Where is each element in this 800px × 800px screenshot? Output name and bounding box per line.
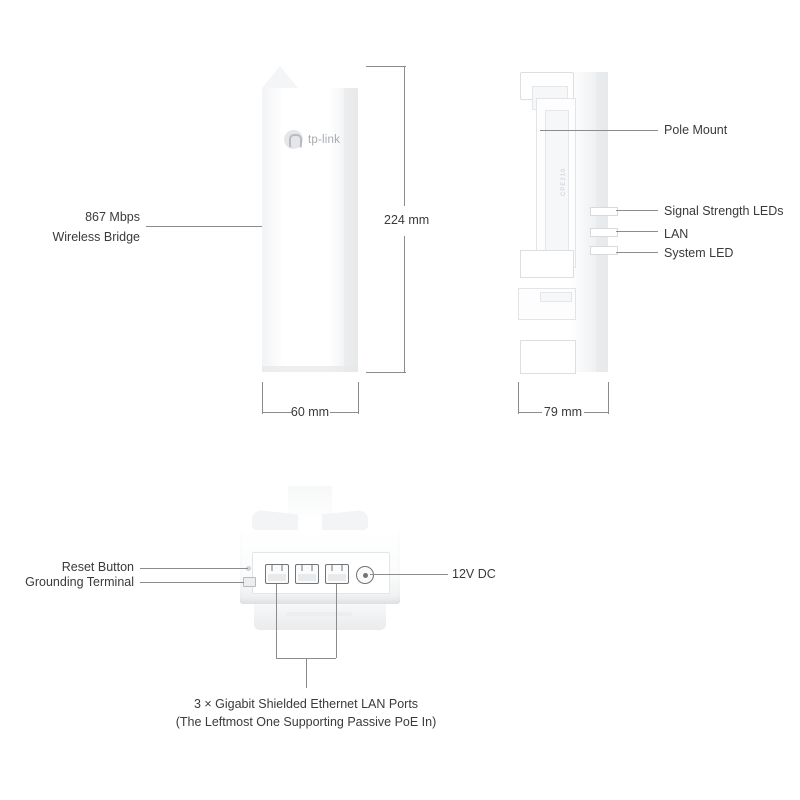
- lan-ports-leader-left: [276, 584, 277, 658]
- lan-ports-callout-label-line2: (The Leftmost One Supporting Passive PoE In): [175, 715, 437, 729]
- front-left-callout-leader: [146, 226, 262, 227]
- brand-logo-text: tp-link: [308, 133, 341, 146]
- side-width-ext-left: [518, 382, 519, 414]
- system-led-callout-leader: [616, 252, 658, 253]
- lan-ports-leader-right: [336, 584, 337, 658]
- ethernet-port-poe: [265, 564, 289, 584]
- reset-button-callout-label: Reset Button: [61, 560, 134, 574]
- side-view-lower-wing: [520, 250, 574, 278]
- signal-strength-callout-label: Signal Strength LEDs: [664, 204, 784, 218]
- ethernet-port-3-contacts: [328, 574, 346, 581]
- dc-jack-callout-label: 12V DC: [452, 567, 496, 581]
- pole-mount-callout-label: Pole Mount: [664, 123, 728, 137]
- front-view-top-bevel: [262, 66, 298, 88]
- front-width-ext-left: [262, 382, 263, 414]
- front-left-callout-label-line1: 867 Mbps: [85, 210, 140, 224]
- front-left-callout-label-line2: Wireless Bridge: [52, 230, 140, 244]
- lan-callout-leader: [616, 231, 658, 232]
- side-view-base-foot: [520, 340, 576, 374]
- signal-strength-callout-leader: [616, 210, 658, 211]
- grounding-terminal-callout-leader: [140, 582, 244, 583]
- lan-callout-label: LAN: [664, 227, 689, 241]
- system-led-callout-label: System LED: [664, 246, 734, 260]
- ethernet-port-2-contacts: [298, 574, 316, 581]
- front-height-dimension-label: 224 mm: [384, 213, 430, 227]
- side-width-dimension-label: 79 mm: [543, 405, 583, 419]
- dc-jack-callout-leader: [370, 574, 448, 575]
- grounding-terminal-callout-label: Grounding Terminal: [25, 575, 134, 589]
- front-width-ext-right: [358, 382, 359, 414]
- side-view-embossed-model-text: CPE210: [561, 167, 567, 196]
- brand-logo: [284, 130, 340, 149]
- lan-ports-bracket-stem: [306, 658, 307, 688]
- reset-button-callout-leader: [140, 568, 248, 569]
- bottom-view-skirt-slot: [286, 612, 352, 616]
- front-width-dimension-label: 60 mm: [290, 405, 330, 419]
- grounding-terminal: [243, 577, 256, 587]
- side-view-housing-shade: [596, 72, 608, 372]
- ethernet-port-poe-contacts: [268, 574, 286, 581]
- side-view-port-bay-inset: [540, 292, 572, 302]
- ethernet-port-3: [325, 564, 349, 584]
- front-height-ext-bottom: [366, 372, 406, 373]
- front-view-shading: [344, 88, 358, 372]
- tplink-mark-icon: [284, 130, 303, 149]
- dc-power-jack: [356, 566, 374, 584]
- front-height-dim-line-upper: [404, 66, 405, 206]
- pole-mount-callout-leader: [540, 130, 658, 131]
- front-height-dim-line-lower: [404, 236, 405, 372]
- front-height-ext-top: [366, 66, 406, 67]
- side-width-ext-right: [608, 382, 609, 414]
- lan-ports-callout-label-line1: 3 × Gigabit Shielded Ethernet LAN Ports: [193, 697, 419, 711]
- front-view-bottom-edge: [262, 366, 358, 372]
- bottom-view-skirt: [254, 604, 386, 630]
- lan-led-slot: [590, 228, 618, 237]
- ethernet-port-2: [295, 564, 319, 584]
- system-led-slot: [590, 246, 618, 255]
- signal-strength-led-slot: [590, 207, 618, 216]
